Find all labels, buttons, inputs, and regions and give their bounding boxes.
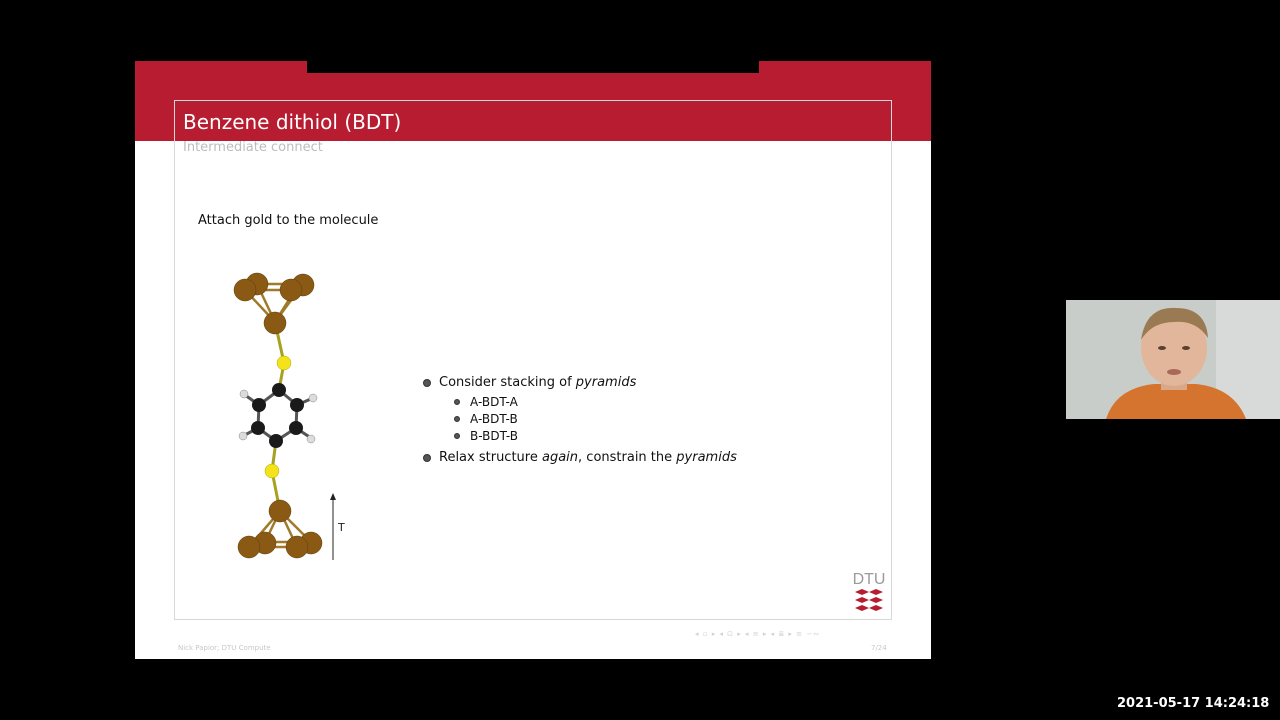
intro-text: Attach gold to the molecule — [198, 213, 379, 228]
sub-bullet-text: A-BDT-A — [470, 395, 518, 409]
sub-bullet-text: A-BDT-B — [470, 412, 518, 426]
bullet-emph: again — [541, 450, 579, 465]
recording-timestamp: 2021-05-17 14:24:18 — [1117, 696, 1270, 711]
bullet-item — [423, 449, 737, 469]
presentation-slide — [135, 61, 931, 659]
bullet-list — [423, 374, 737, 469]
svg-text:DTU: DTU — [853, 571, 885, 588]
bullet-dot-icon — [454, 433, 460, 439]
bullet-emph: pyramids — [575, 375, 637, 390]
bullet-dot-icon — [423, 454, 431, 462]
window-notch — [307, 61, 759, 73]
transport-axis-label: T — [338, 521, 345, 534]
dtu-logo-icon — [853, 567, 885, 617]
bullet-dot-icon — [423, 379, 431, 387]
beamer-navigation-controls[interactable]: ◂ ▫ ▸ ◂ ⊡ ▸ ◂ ≡ ▸ ◂ ≣ ▸ ≡ ∽∾ — [695, 630, 820, 638]
bullet-dot-icon — [454, 399, 460, 405]
sub-bullet-item — [423, 411, 737, 428]
presenter-video-image — [1066, 300, 1280, 419]
sub-bullet-item — [423, 428, 737, 445]
page-number: 7/24 — [871, 644, 887, 652]
webcam-video — [1066, 300, 1280, 419]
bullet-dot-icon — [454, 416, 460, 422]
sub-bullet-item — [423, 394, 737, 411]
bullet-text: Consider stacking of — [439, 375, 576, 390]
bullet-item — [423, 374, 737, 394]
sub-bullet-text: B-BDT-B — [470, 429, 518, 443]
bullet-text: , constrain the — [578, 450, 677, 465]
footer-author: Nick Papior; DTU Compute — [178, 644, 271, 652]
molecule-structure-image — [227, 264, 357, 564]
slide-title: Benzene dithiol (BDT) — [183, 110, 402, 134]
bullet-emph: pyramids — [676, 450, 737, 465]
slide-subtitle: Intermediate connect — [183, 140, 323, 155]
bullet-text: Relax structure — [439, 450, 542, 465]
